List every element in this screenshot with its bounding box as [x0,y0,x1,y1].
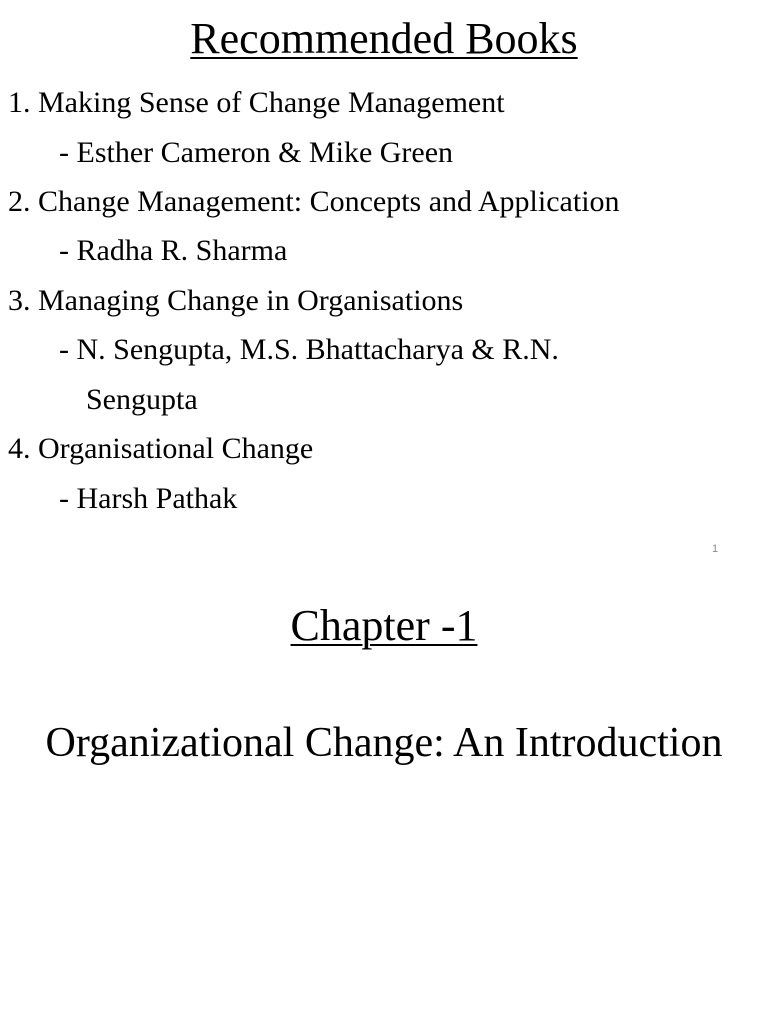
book-title: 1. Making Sense of Change Management [8,86,505,119]
book-author: - Esther Cameron & Mike Green [59,136,454,169]
chapter-heading: Chapter -1 [290,601,478,650]
book-author: - Harsh Pathak [59,482,238,515]
book-title: 3. Managing Change in Organisations [8,284,464,317]
slide-number: 1 [712,543,719,555]
book-title: 4. Organisational Change [8,432,314,465]
book-author-continued: Sengupta [86,383,198,416]
book-author: - N. Sengupta, M.S. Bhattacharya & R.N. [59,333,559,366]
book-title: 2. Change Management: Concepts and Application [8,185,620,218]
chapter-subtitle: Organizational Change: An Introduction [45,720,723,766]
recommended-books-heading: Recommended Books [190,14,578,63]
book-author: - Radha R. Sharma [59,234,288,267]
